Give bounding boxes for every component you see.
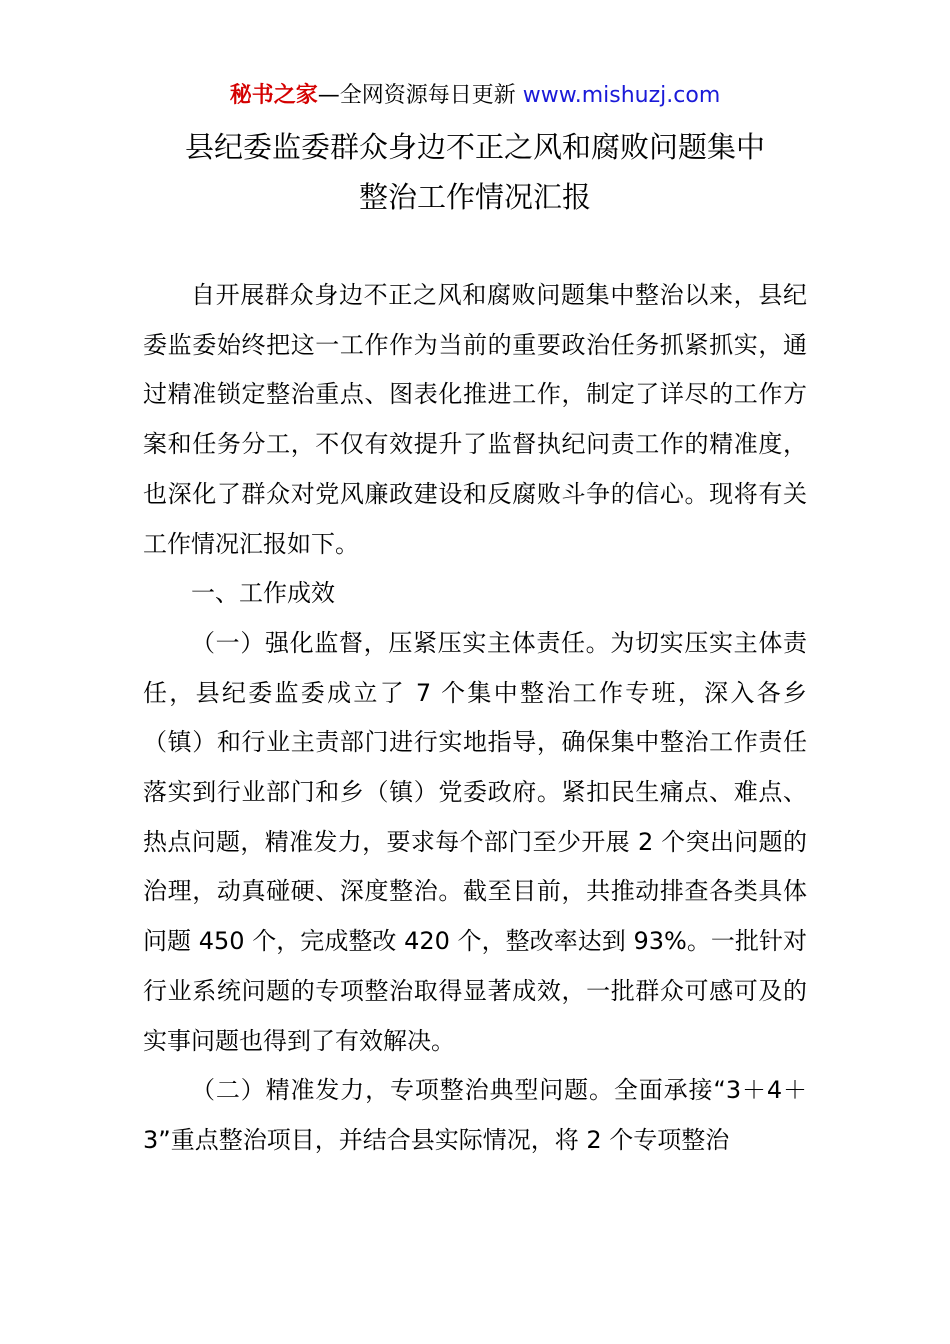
brand-name: 秘书之家 — [229, 83, 318, 108]
section-heading: 一、工作成效 — [191, 579, 335, 608]
title-line-2: 整治工作情况汇报 — [358, 180, 591, 214]
subsection-2-paragraph: （二）精准发力，专项整治典型问题。全面承接“3＋4＋3”重点整治项目，并结合县实际情况，将 2 个专项整治 — [143, 1076, 807, 1154]
intro-paragraph: 自开展群众身边不正之风和腐败问题集中整治以来，县纪委监委始终把这一工作作为当前的重要政治任务抓紧抓实，通过精准锁定整治重点、图表化推进工作，制定了详尽的工作方案和任务分工，不仅有效提升了监督执纪问责工作的精准度，也深化了群众对党风廉政建设和反腐败斗争的信心。现将有关工作情况汇报如下。 — [143, 281, 807, 558]
document-body — [143, 271, 807, 1166]
site-header — [0, 80, 950, 112]
document-title — [0, 122, 950, 222]
title-line-1: 县纪委监委群众身边不正之风和腐败问题集中 — [184, 130, 765, 164]
header-slogan: —全网资源每日更新 — [317, 83, 523, 108]
subsection-1-paragraph: （一）强化监督，压紧压实主体责任。为切实压实主体责任，县纪委监委成立了 7 个集中整治工作专班，深入各乡（镇）和行业主责部门进行实地指导，确保集中整治工作责任落实到行业部门和乡（镇）党委政府。紧扣民生痛点、难点、热点问题，精准发力，要求每个部门至少开展 2 个突出问题的治理，动真碰硬、深度整治。截至目前，共推动排查各类具体问题 450 个，完成整改 420 个，整改率达到 93%。一批针对行业系统问题的专项整治取得显著成效，一批群众可感可及的实事问题也得到了有效解决。 — [143, 628, 807, 1055]
site-url-link[interactable]: www.mishuzj.com — [522, 83, 721, 108]
